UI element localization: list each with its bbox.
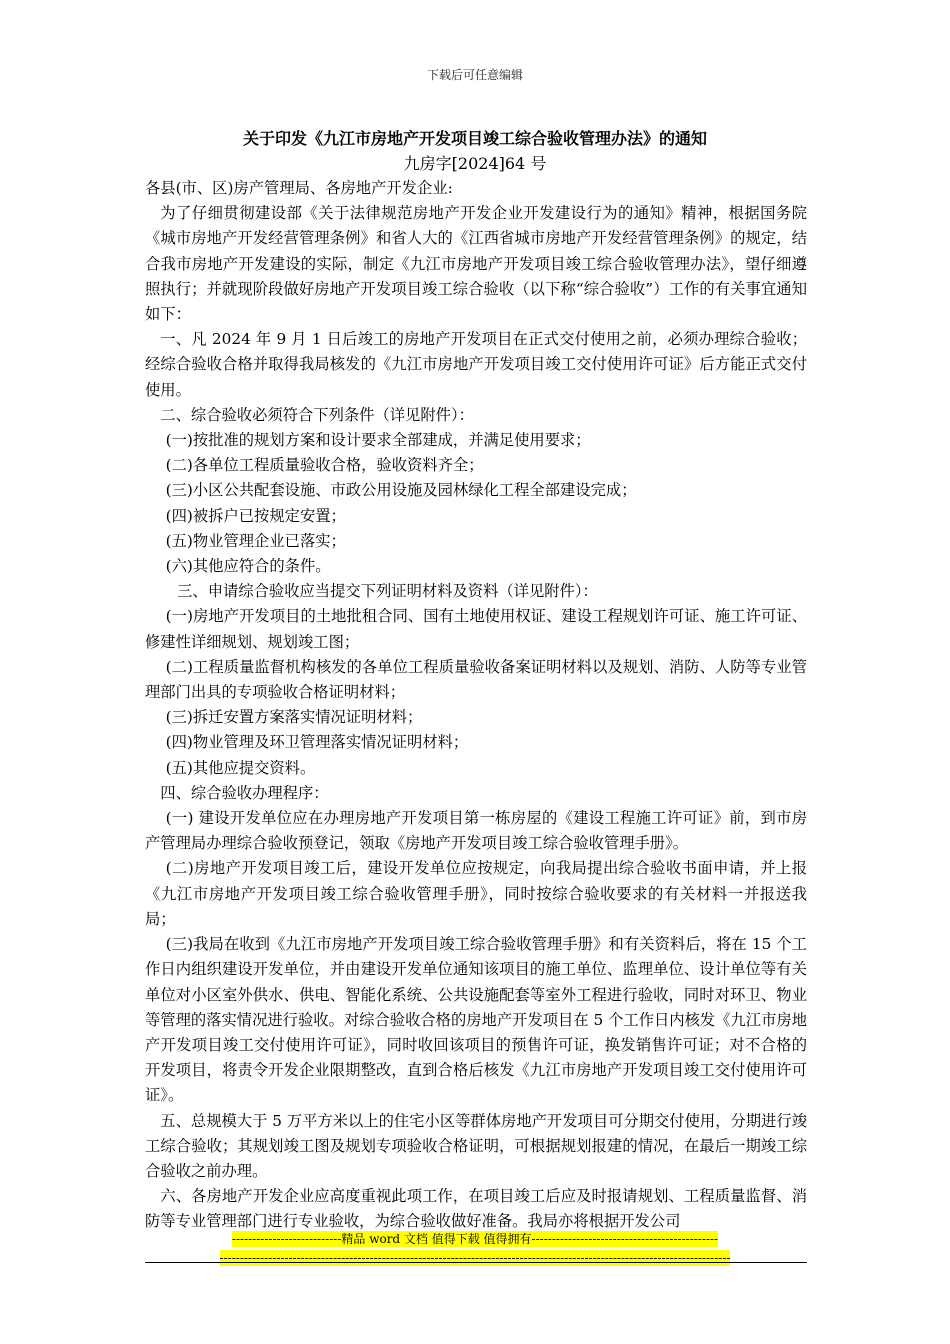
paragraph: (四)物业管理及环卫管理落实情况证明材料； bbox=[165, 733, 469, 752]
paragraph: (五)物业管理企业已落实； bbox=[165, 531, 346, 550]
paragraph: (一)房地产开发项目的土地批租合同、国有土地使用权证、建设工程规划许可证、施工许可证、修建性详细规划、规划竣工图； bbox=[145, 607, 807, 651]
footer-banner bbox=[0, 1228, 950, 1266]
document-body bbox=[145, 176, 807, 1235]
paragraph: 五、总规模大于 5 万平方米以上的住宅小区等群体房地产开发项目可分期交付使用，分期进行竣工综合验收；其规划竣工图及规划专项验收合格证明，可根据规划报建的情况，在最后一期竣工综合验收之前办理。 bbox=[145, 1111, 807, 1180]
paragraph: 六、各房地产开发企业应高度重视此项工作，在项目竣工后应及时报请规划、工程质量监督、消防等专业管理部门进行专业验收，为综合验收做好准备。我局亦将根据开发公司 bbox=[145, 1187, 807, 1231]
document-title: 关于印发《九江市房地产开发项目竣工综合验收管理办法》的通知 bbox=[242, 129, 707, 148]
footer-line-1: ---------------------------精品 word 文档 值得下载 值得拥有---------------------------------------------- bbox=[231, 1232, 719, 1246]
paragraph: 为了仔细贯彻建设部《关于法律规范房地产开发企业开发建设行为的通知》精神，根据国务院《城市房地产开发经营管理条例》和省人大的《江西省城市房地产开发经营管理条例》的规定，结合我市房地产开发建设的实际，制定《九江市房地产开发项目竣工综合验收管理办法》，望仔细遵照执行；并就现阶段做好房地产开发项目竣工综合验收（以下称“综合验收”）工作的有关事宜通知如下： bbox=[145, 204, 807, 324]
footer-divider bbox=[145, 1262, 807, 1263]
paragraph: (二)各单位工程质量验收合格，验收资料齐全； bbox=[165, 456, 484, 475]
paragraph: 四、综合验收办理程序： bbox=[160, 783, 329, 802]
paragraph: (三)小区公共配套设施、市政公用设施及园林绿化工程全部建设完成； bbox=[165, 481, 637, 500]
paragraph: (六)其他应符合的条件。 bbox=[165, 557, 331, 576]
paragraph: 三、申请综合验收应当提交下列证明材料及资料（详见附件）： bbox=[177, 582, 598, 601]
header-watermark: 下载后可任意编辑 bbox=[426, 68, 523, 82]
paragraph: (五)其他应提交资料。 bbox=[165, 758, 316, 777]
paragraph: (二)房地产开发项目竣工后，建设开发单位应按规定，向我局提出综合验收书面申请，并上报《九江市房地产开发项目竣工综合验收管理手册》，同时按综合验收要求的有关材料一并报送我局； bbox=[145, 859, 807, 928]
paragraph: 二、综合验收必须符合下列条件（详见附件）： bbox=[160, 405, 474, 424]
paragraph: 一、凡 2024 年 9 月 1 日后竣工的房地产开发项目在正式交付使用之前，必须办理综合验收；经综合验收合格并取得我局核发的《九江市房地产开发项目竣工交付使用许可证》后方能正式交付使用。 bbox=[145, 330, 807, 399]
paragraph: (一)按批准的规划方案和设计要求全部建成，并满足使用要求； bbox=[165, 431, 591, 450]
paragraph: 各县(市、区)房产管理局、各房地产开发企业: bbox=[145, 179, 453, 197]
paragraph: (三)我局在收到《九江市房地产开发项目竣工综合验收管理手册》和有关资料后，将在 15 个工作日内组织建设开发单位，并由建设开发单位通知该项目的施工单位、监理单位、设计单位等有关单位对小区室外供水、供电、智能化系统、公共设施配套等室外工程进行验收，同时对环卫、物业等管理的落实情况进行验收。对综合验收合格的房地产开发项目在 5 个工作日内核发《九江市房地产开发项目竣工交付使用许可证》，同时收回该项目的预售许可证，换发销售许可证；对不合格的开发项目，将责令开发企业限期整改，直到合格后核发《九江市房地产开发项目竣工交付使用许可证》。 bbox=[145, 935, 807, 1105]
paragraph: (三)拆迁安置方案落实情况证明材料； bbox=[165, 708, 423, 727]
paragraph: (一) 建设开发单位应在办理房地产开发项目第一栋房屋的《建设工程施工许可证》前，到市房产管理局办理综合验收预登记，领取《房地产开发项目竣工综合验收管理手册》。 bbox=[145, 809, 807, 853]
document-number: 九房字[2024]64 号 bbox=[403, 154, 547, 173]
paragraph: (二)工程质量监督机构核发的各单位工程质量验收备案证明材料以及规划、消防、人防等专业管理部门出具的专项验收合格证明材料； bbox=[145, 657, 807, 702]
paragraph: (四)被拆户已按规定安置； bbox=[165, 506, 346, 525]
footer-line-2: ------------------------------------------------------------------------------------------------------------------------------ bbox=[219, 1251, 731, 1265]
